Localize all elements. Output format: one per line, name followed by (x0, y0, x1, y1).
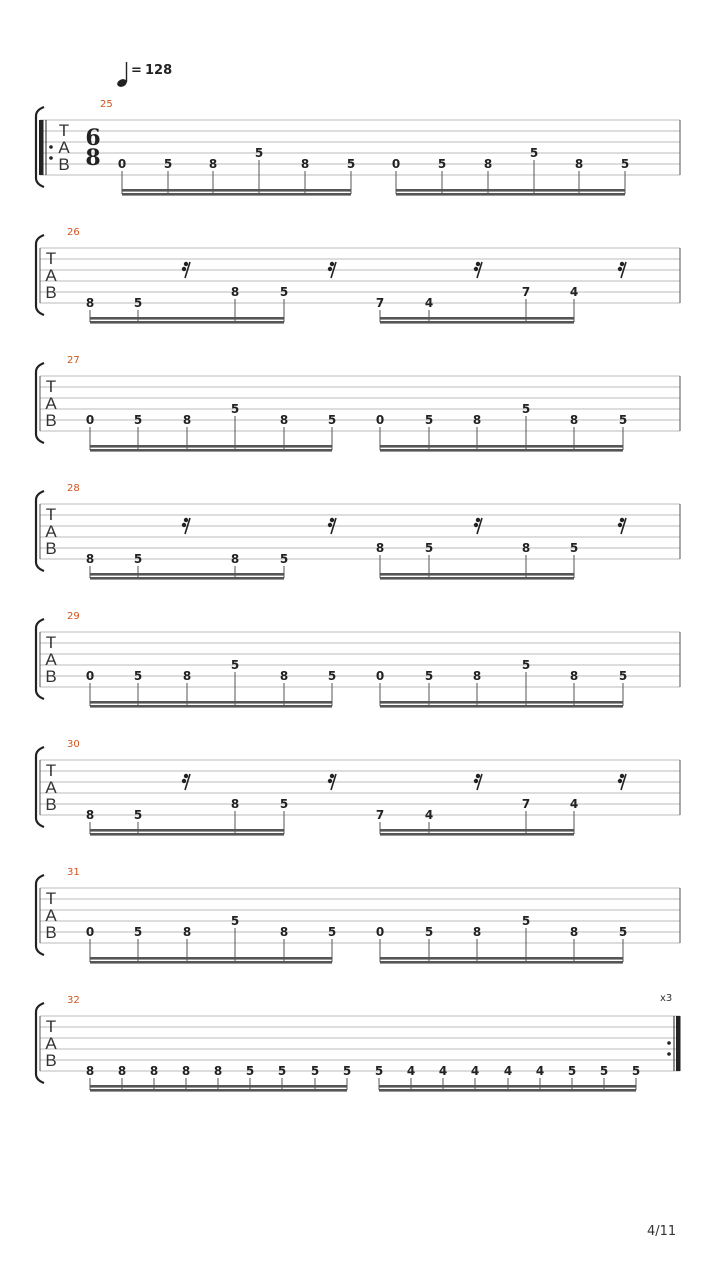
fret-number: 5 (279, 552, 289, 566)
beam (90, 577, 284, 580)
rest-flag (328, 267, 332, 271)
fret-number: 5 (279, 797, 289, 811)
rest-flag (184, 518, 188, 522)
fret-number: 5 (618, 669, 628, 683)
tempo-equals: = (131, 63, 142, 78)
fret-number: 5 (279, 285, 289, 299)
fret-number: 5 (529, 146, 539, 160)
fret-number: 4 (424, 808, 434, 822)
tab-system-28 (36, 483, 680, 580)
tab-letter: T (45, 889, 57, 908)
rest-flag (474, 523, 478, 527)
beam (90, 701, 332, 704)
fret-number: 5 (567, 1064, 577, 1078)
fret-number: 8 (85, 552, 95, 566)
fret-number: 8 (117, 1064, 127, 1078)
fret-number: 5 (133, 669, 143, 683)
fret-number: 8 (472, 413, 482, 427)
fret-number: 7 (375, 296, 385, 310)
fret-number: 8 (213, 1064, 223, 1078)
fret-number: 4 (470, 1064, 480, 1078)
rest-flag (620, 774, 624, 778)
time-signature-top: 6 (85, 125, 101, 151)
rest-flag (182, 523, 186, 527)
repeat-end-thick-bar (676, 1016, 681, 1071)
measure-number: 27 (67, 355, 80, 366)
rest-flag (618, 523, 622, 527)
beam (90, 1085, 347, 1088)
fret-number: 8 (208, 157, 218, 171)
fret-number: 5 (133, 925, 143, 939)
repeat-dot (667, 1052, 671, 1056)
beam (90, 449, 332, 452)
fret-number: 8 (149, 1064, 159, 1078)
measure-number: 30 (67, 739, 80, 750)
rest-flag (182, 779, 186, 783)
rest-flag (476, 518, 480, 522)
fret-number: 0 (85, 413, 95, 427)
fret-number: 5 (327, 669, 337, 683)
tab-letter: B (45, 923, 57, 942)
fret-number: 8 (230, 552, 240, 566)
tab-system-25 (36, 99, 680, 196)
fret-number: 5 (521, 914, 531, 928)
fret-number: 8 (230, 285, 240, 299)
tab-system-27 (36, 355, 680, 452)
beam (122, 189, 351, 192)
beam (90, 445, 332, 448)
tab-letter: A (45, 906, 57, 925)
fret-number: 7 (375, 808, 385, 822)
fret-number: 5 (230, 402, 240, 416)
tab-letter: T (45, 633, 57, 652)
fret-number: 4 (503, 1064, 513, 1078)
tab-letter: T (58, 121, 70, 140)
fret-number: 8 (472, 669, 482, 683)
fret-number: 0 (375, 413, 385, 427)
beam (380, 449, 623, 452)
fret-number: 5 (245, 1064, 255, 1078)
fret-number: 5 (620, 157, 630, 171)
fret-number: 8 (279, 925, 289, 939)
fret-number: 8 (181, 1064, 191, 1078)
fret-number: 7 (521, 285, 531, 299)
tab-letter: A (45, 1034, 57, 1053)
beam (380, 577, 574, 580)
rest-flag (330, 262, 334, 266)
fret-number: 5 (254, 146, 264, 160)
fret-number: 4 (535, 1064, 545, 1078)
tab-letter: B (45, 539, 57, 558)
fret-number: 5 (618, 925, 628, 939)
fret-number: 0 (375, 669, 385, 683)
tab-letter: A (45, 522, 57, 541)
page-number: 4/11 (647, 1224, 677, 1239)
fret-number: 5 (569, 541, 579, 555)
fret-number: 5 (631, 1064, 641, 1078)
fret-number: 5 (424, 925, 434, 939)
fret-number: 8 (300, 157, 310, 171)
beam (90, 829, 284, 832)
fret-number: 0 (375, 925, 385, 939)
beam (396, 189, 625, 192)
fret-number: 0 (117, 157, 127, 171)
rest-flag (328, 523, 332, 527)
beam (380, 573, 574, 576)
beam (90, 961, 332, 964)
rest-flag (474, 267, 478, 271)
fret-number: 5 (327, 925, 337, 939)
fret-number: 8 (472, 925, 482, 939)
fret-number: 5 (133, 296, 143, 310)
fret-number: 5 (163, 157, 173, 171)
fret-number: 8 (279, 413, 289, 427)
fret-number: 8 (85, 296, 95, 310)
fret-number: 8 (569, 413, 579, 427)
fret-number: 5 (133, 808, 143, 822)
fret-number: 8 (483, 157, 493, 171)
rest-flag (330, 774, 334, 778)
measure-number: 25 (100, 99, 113, 110)
fret-number: 8 (569, 925, 579, 939)
fret-number: 0 (85, 925, 95, 939)
fret-number: 5 (374, 1064, 384, 1078)
beam (90, 317, 284, 320)
tab-letter: A (45, 650, 57, 669)
rest-flag (328, 779, 332, 783)
tab-letter: A (58, 138, 70, 157)
fret-number: 5 (342, 1064, 352, 1078)
beam (380, 705, 623, 708)
fret-number: 5 (424, 541, 434, 555)
tab-system-30 (36, 739, 680, 836)
tab-letter: B (45, 283, 57, 302)
fret-number: 8 (574, 157, 584, 171)
systems-container (36, 99, 681, 1092)
time-signature-bottom: 8 (85, 145, 101, 171)
beam (90, 833, 284, 836)
fret-number: 4 (569, 285, 579, 299)
beam (379, 1089, 636, 1092)
rest-flag (618, 267, 622, 271)
tab-letter: T (45, 249, 57, 268)
beam (90, 321, 284, 324)
tab-letter: B (58, 155, 70, 174)
tab-letter: A (45, 778, 57, 797)
beam (90, 957, 332, 960)
tab-letter: A (45, 266, 57, 285)
beam (380, 321, 574, 324)
fret-number: 8 (182, 925, 192, 939)
fret-number: 5 (599, 1064, 609, 1078)
rest-flag (182, 267, 186, 271)
fret-number: 4 (406, 1064, 416, 1078)
fret-number: 0 (391, 157, 401, 171)
fret-number: 8 (85, 1064, 95, 1078)
beam (380, 317, 574, 320)
fret-number: 8 (182, 669, 192, 683)
fret-number: 0 (85, 669, 95, 683)
beam (380, 961, 623, 964)
rest-flag (618, 779, 622, 783)
beam (90, 1089, 347, 1092)
fret-number: 4 (438, 1064, 448, 1078)
fret-number: 8 (182, 413, 192, 427)
fret-number: 5 (327, 413, 337, 427)
fret-number: 8 (569, 669, 579, 683)
tab-letter: B (45, 667, 57, 686)
fret-number: 7 (521, 797, 531, 811)
measure-number: 28 (67, 483, 80, 494)
tab-letter: B (45, 795, 57, 814)
repeat-count-label: x3 (660, 993, 673, 1004)
beam (379, 1085, 636, 1088)
repeat-start-thick-bar (39, 120, 44, 175)
tab-system-31 (36, 867, 680, 964)
measure-number: 29 (67, 611, 80, 622)
fret-number: 4 (424, 296, 434, 310)
beam (90, 573, 284, 576)
fret-number: 5 (618, 413, 628, 427)
rest-flag (620, 518, 624, 522)
tab-system-29 (36, 611, 680, 708)
beam (380, 957, 623, 960)
fret-number: 5 (521, 402, 531, 416)
fret-number: 8 (85, 808, 95, 822)
fret-number: 8 (375, 541, 385, 555)
rest-flag (184, 774, 188, 778)
fret-number: 5 (230, 914, 240, 928)
tab-letter: B (45, 411, 57, 430)
fret-number: 5 (133, 413, 143, 427)
tempo-marking (116, 62, 172, 88)
fret-number: 8 (521, 541, 531, 555)
tab-letter: B (45, 1051, 57, 1070)
fret-number: 5 (437, 157, 447, 171)
fret-number: 5 (277, 1064, 287, 1078)
beam (380, 445, 623, 448)
beam (380, 829, 574, 832)
fret-number: 8 (230, 797, 240, 811)
beam (380, 701, 623, 704)
measure-number: 31 (67, 867, 80, 878)
measure-number: 32 (67, 995, 80, 1006)
tab-letter: T (45, 505, 57, 524)
beam (380, 833, 574, 836)
repeat-dot (49, 156, 53, 160)
rest-flag (476, 262, 480, 266)
tab-letter: T (45, 1017, 57, 1036)
tempo-bpm: 128 (145, 63, 173, 78)
fret-number: 5 (230, 658, 240, 672)
tab-letter: A (45, 394, 57, 413)
rest-flag (330, 518, 334, 522)
repeat-dot (667, 1041, 671, 1045)
rest-flag (184, 262, 188, 266)
tab-letter: T (45, 761, 57, 780)
tab-letter: T (45, 377, 57, 396)
fret-number: 5 (346, 157, 356, 171)
beam (396, 193, 625, 196)
fret-number: 4 (569, 797, 579, 811)
fret-number: 5 (310, 1064, 320, 1078)
fret-number: 5 (133, 552, 143, 566)
tab-system-32 (36, 993, 681, 1092)
fret-number: 5 (521, 658, 531, 672)
rest-flag (620, 262, 624, 266)
fret-number: 5 (424, 413, 434, 427)
repeat-dot (49, 145, 53, 149)
fret-number: 8 (279, 669, 289, 683)
fret-number: 5 (424, 669, 434, 683)
measure-number: 26 (67, 227, 80, 238)
beam (122, 193, 351, 196)
beam (90, 705, 332, 708)
rest-flag (474, 779, 478, 783)
tab-system-26 (36, 227, 680, 324)
rest-flag (476, 774, 480, 778)
